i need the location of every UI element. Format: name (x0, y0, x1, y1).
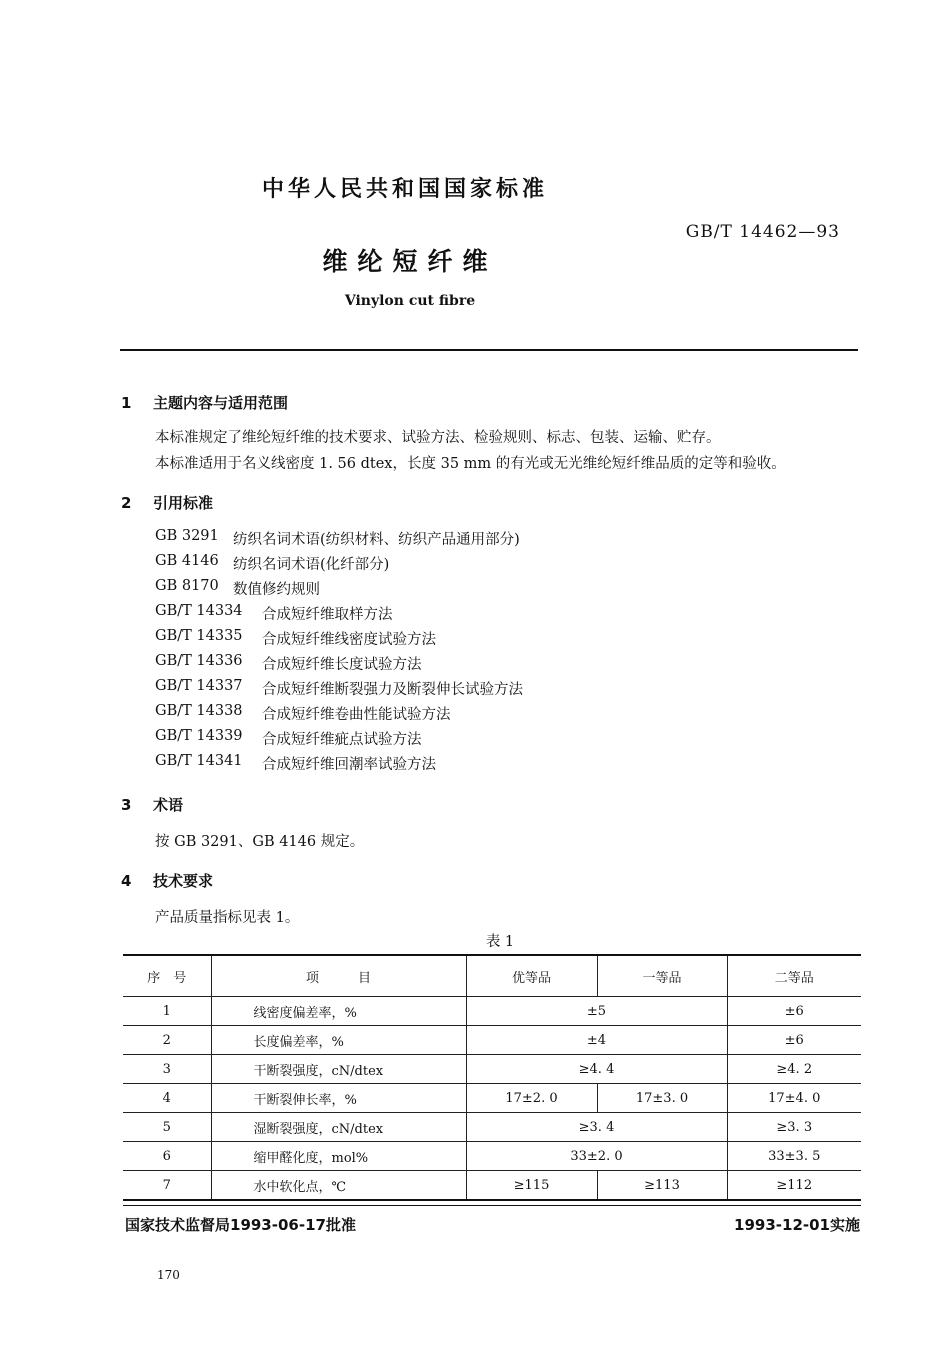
cell-item: 干断裂强度，cN/dtex (211, 1055, 466, 1084)
section-number: 1 (121, 394, 132, 412)
reference-title: 合成短纤维长度试验方法 (262, 657, 422, 673)
reference-title: 合成短纤维取样方法 (262, 607, 393, 623)
cell-grade-second: ≥3. 3 (727, 1113, 861, 1142)
reference-title: 合成短纤维回潮率试验方法 (262, 757, 436, 773)
paragraph: 按 GB 3291、GB 4146 规定。 (155, 834, 365, 850)
cell-grade-superior: 17±2. 0 (466, 1084, 597, 1113)
cell-item: 长度偏差率，% (211, 1026, 466, 1055)
table-header-row (123, 955, 861, 997)
paragraph: 产品质量指标见表 1。 (155, 910, 300, 926)
cell-grade-second: ≥4. 2 (727, 1055, 861, 1084)
section-number: 2 (121, 494, 132, 512)
table-row (123, 1026, 861, 1055)
section-4-heading (121, 870, 213, 891)
table-caption: 表 1 (485, 934, 515, 950)
cell-grade-second: ±6 (727, 997, 861, 1026)
cell-shared-value: ≥4. 4 (466, 1055, 727, 1084)
table-row (123, 1113, 861, 1142)
reference-code: GB/T 14335 (155, 628, 243, 644)
reference-item (155, 703, 243, 719)
reference-code: GB/T 14336 (155, 653, 243, 669)
reference-code: GB 3291 (155, 528, 219, 544)
reference-item (155, 728, 243, 744)
cell-shared-value: ±4 (466, 1026, 727, 1055)
section-title: 术语 (153, 796, 184, 814)
cell-grade-first: ≥113 (597, 1171, 727, 1201)
quality-table (123, 954, 861, 1201)
reference-item (155, 678, 243, 694)
reference-item (155, 653, 243, 669)
reference-code: GB 4146 (155, 553, 219, 569)
reference-title: 合成短纤维卷曲性能试验方法 (262, 707, 451, 723)
cell-item: 缩甲醛化度，mol% (211, 1142, 466, 1171)
reference-code: GB/T 14334 (155, 603, 243, 619)
reference-title: 数值修约规则 (233, 582, 320, 598)
cell-seq: 4 (123, 1084, 211, 1113)
reference-item (155, 628, 243, 644)
cell-grade-second: ≥112 (727, 1171, 861, 1201)
cell-shared-value: ±5 (466, 997, 727, 1026)
header-divider (120, 349, 858, 351)
paragraph: 本标准适用于名义线密度 1. 56 dtex，长度 35 mm 的有光或无光维纶短纤维品质的定等和验收。 (155, 456, 786, 472)
footer-divider (123, 1205, 861, 1206)
reference-title: 纺织名词术语(化纤部分) (233, 557, 390, 573)
standard-title: 中华人民共和国国家标准 (261, 177, 548, 202)
reference-code: GB 8170 (155, 578, 219, 594)
table-row (123, 997, 861, 1026)
document-title-en: Vinylon cut fibre (344, 293, 476, 309)
section-2-heading (121, 492, 213, 513)
cell-item: 水中软化点，℃ (211, 1171, 466, 1201)
cell-item: 线密度偏差率，% (211, 997, 466, 1026)
table-row (123, 1084, 861, 1113)
cell-shared-value: ≥3. 4 (466, 1113, 727, 1142)
page-number: 170 (157, 1268, 180, 1282)
reference-code: GB/T 14337 (155, 678, 243, 694)
cell-seq: 1 (123, 997, 211, 1026)
cell-item: 干断裂伸长率，% (211, 1084, 466, 1113)
cell-shared-value: 33±2. 0 (466, 1142, 727, 1171)
table-row (123, 1142, 861, 1171)
table-row (123, 1171, 861, 1201)
reference-code: GB/T 14341 (155, 753, 243, 769)
section-1-heading (121, 392, 288, 413)
section-number: 3 (121, 796, 132, 814)
standard-number: GB/T 14462—93 (685, 222, 840, 242)
header-grade-first: 一等品 (597, 955, 727, 997)
reference-title: 合成短纤维线密度试验方法 (262, 632, 436, 648)
cell-item: 湿断裂强度，cN/dtex (211, 1113, 466, 1142)
cell-seq: 7 (123, 1171, 211, 1201)
cell-seq: 6 (123, 1142, 211, 1171)
section-title: 引用标准 (153, 494, 214, 512)
cell-seq: 3 (123, 1055, 211, 1084)
cell-grade-superior: ≥115 (466, 1171, 597, 1201)
reference-item (155, 528, 219, 544)
document-title-cn: 维纶短纤维 (322, 247, 498, 276)
reference-title: 合成短纤维断裂强力及断裂伸长试验方法 (262, 682, 523, 698)
section-title: 技术要求 (153, 872, 214, 890)
reference-title: 纺织名词术语(纺织材料、纺织产品通用部分) (233, 532, 520, 548)
cell-grade-first: 17±3. 0 (597, 1084, 727, 1113)
cell-grade-second: 17±4. 0 (727, 1084, 861, 1113)
reference-code: GB/T 14339 (155, 728, 243, 744)
section-number: 4 (121, 872, 132, 890)
reference-item (155, 553, 219, 569)
reference-item (155, 603, 243, 619)
cell-grade-second: 33±3. 5 (727, 1142, 861, 1171)
approval-line: 国家技术监督局1993-06-17批准 (125, 1216, 356, 1234)
header-seq: 序 号 (123, 955, 211, 997)
reference-title: 合成短纤维疵点试验方法 (262, 732, 422, 748)
cell-seq: 2 (123, 1026, 211, 1055)
reference-item (155, 578, 219, 594)
table-row (123, 1055, 861, 1084)
cell-grade-second: ±6 (727, 1026, 861, 1055)
header-grade-superior: 优等品 (466, 955, 597, 997)
implementation-line: 1993-12-01实施 (734, 1216, 860, 1234)
paragraph: 本标准规定了维纶短纤维的技术要求、试验方法、检验规则、标志、包装、运输、贮存。 (155, 430, 721, 446)
cell-seq: 5 (123, 1113, 211, 1142)
section-3-heading (121, 794, 183, 815)
header-grade-second: 二等品 (727, 955, 861, 997)
section-title: 主题内容与适用范围 (153, 394, 289, 412)
header-item: 项 目 (211, 955, 466, 997)
reference-code: GB/T 14338 (155, 703, 243, 719)
reference-item (155, 753, 243, 769)
